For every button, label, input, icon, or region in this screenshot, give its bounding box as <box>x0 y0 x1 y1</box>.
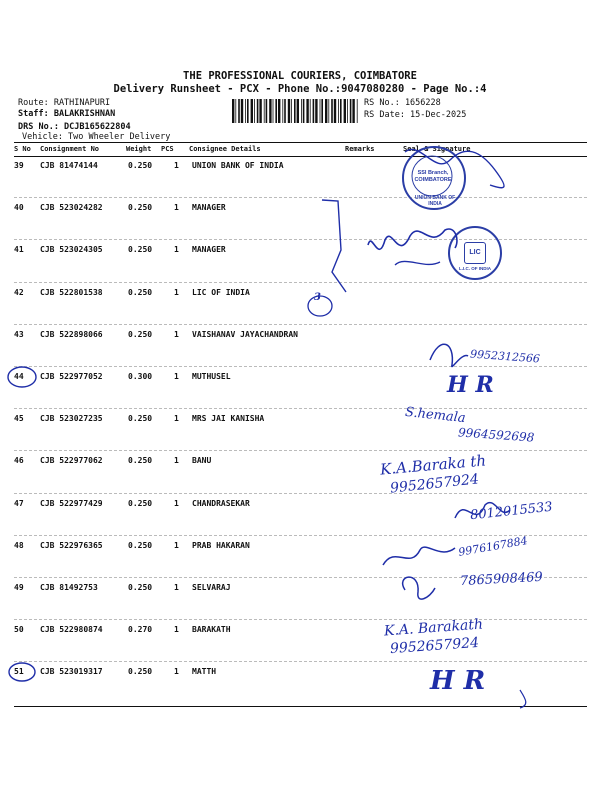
cell-weight: 0.250 <box>128 498 153 508</box>
col-remarks: Remarks <box>345 145 375 153</box>
drs-number: DRS No.: DCJB165622804 <box>18 122 131 132</box>
cell-consignee: BARAKATH <box>192 625 231 635</box>
lic-seal-ring: L.I.C. OF INDIA <box>459 266 491 271</box>
cell-pcs: 1 <box>174 456 179 466</box>
cell-sno: 45 <box>14 414 24 424</box>
hw-initials-row-44: H R <box>447 372 494 398</box>
cell-consignment: CJB 81492753 <box>40 583 98 592</box>
signature-row-49 <box>403 577 435 599</box>
cell-pcs: 1 <box>174 498 179 508</box>
cell-consignee: PRAB HAKARAN <box>192 540 250 550</box>
circled-number-text: 3 <box>314 292 321 303</box>
col-seal-signature: Seal & Signature <box>403 145 471 153</box>
col-sno: S No <box>14 145 31 153</box>
col-pcs: PCS <box>161 145 174 153</box>
cell-weight: 0.250 <box>128 667 153 677</box>
cell-consignee: MUTHUSEL <box>192 372 231 381</box>
hw-phone-row-48: 9976167884 <box>457 534 529 559</box>
union-bank-seal-line2: COIMBATORE <box>414 177 452 183</box>
col-consignment: Consignment No <box>40 145 100 153</box>
cell-weight: 0.270 <box>128 625 153 635</box>
cell-consignment: CJB 522977429 <box>40 498 103 508</box>
cell-weight: 0.250 <box>128 287 153 297</box>
cell-weight: 0.250 <box>128 583 153 592</box>
cell-pcs: 1 <box>174 625 179 635</box>
col-weight: Weight <box>126 145 152 153</box>
cell-weight: 0.250 <box>128 161 153 170</box>
cell-weight: 0.300 <box>128 372 153 381</box>
cell-consignment: CJB 523027235 <box>40 414 103 424</box>
signature-row-39 <box>405 149 504 187</box>
hw-name-row-46: K.A.Baraka th <box>379 451 487 479</box>
circle-row-44 <box>8 367 36 387</box>
cell-consignment: CJB 522976365 <box>40 540 103 550</box>
cell-pcs: 1 <box>174 161 179 170</box>
cell-pcs: 1 <box>174 540 179 550</box>
bracket-mark <box>322 200 346 292</box>
cell-pcs: 1 <box>174 583 179 592</box>
stray-mark-51 <box>520 690 526 708</box>
cell-sno: 46 <box>14 456 24 466</box>
cell-pcs: 1 <box>174 414 179 424</box>
company-title: THE PROFESSIONAL COURIERS, COIMBATORE <box>183 70 417 82</box>
cell-sno: 39 <box>14 161 24 170</box>
hw-phone-row-43: 9952312566 <box>469 347 541 366</box>
hw-phone-row-45: 9964592698 <box>457 425 535 445</box>
cell-pcs: 1 <box>174 329 179 339</box>
cell-consignment: CJB 522898066 <box>40 329 103 339</box>
cell-consignment: CJB 522801538 <box>40 287 103 297</box>
cell-pcs: 1 <box>174 667 179 677</box>
hw-phone-row-50: 9952657924 <box>389 634 480 658</box>
cell-consignee: MATTH <box>192 667 217 677</box>
cell-consignee: MRS JAI KANISHA <box>192 414 265 424</box>
cell-weight: 0.250 <box>128 456 153 466</box>
cell-weight: 0.250 <box>128 329 153 339</box>
circle-row-51 <box>9 663 35 681</box>
cell-consignee: BANU <box>192 456 212 466</box>
cell-consignee: VAISHANAV JAYACHANDRAN <box>192 329 298 339</box>
hw-phone-row-46: 9952657924 <box>389 471 480 497</box>
cell-sno: 40 <box>14 203 24 213</box>
lic-seal-logo: LIC <box>464 242 486 264</box>
cell-sno: 47 <box>14 498 24 508</box>
cell-sno: 42 <box>14 287 24 297</box>
cell-pcs: 1 <box>174 372 179 381</box>
cell-consignee: UNION BANK OF INDIA <box>192 161 284 170</box>
cell-sno: 51 <box>14 667 24 677</box>
signature-row-43 <box>430 344 468 366</box>
cell-consignment: CJB 522977052 <box>40 372 103 381</box>
hw-name-row-50: K.A. Barakath <box>383 616 484 640</box>
staff: Staff: BALAKRISHNAN <box>18 109 116 119</box>
cell-weight: 0.250 <box>128 245 153 255</box>
cell-sno: 41 <box>14 245 24 255</box>
cell-consignment: CJB 523024305 <box>40 245 103 255</box>
cell-consignment: CJB 522980874 <box>40 625 103 635</box>
cell-weight: 0.250 <box>128 540 153 550</box>
cell-pcs: 1 <box>174 203 179 213</box>
cell-sno: 48 <box>14 540 24 550</box>
cell-sno: 50 <box>14 625 24 635</box>
col-consignee: Consignee Details <box>189 145 261 153</box>
union-bank-seal-ring: UNION BANK OF INDIA <box>414 195 456 207</box>
rs-number: RS No.: 1656228 <box>364 98 441 108</box>
hw-initials-row-51: H R <box>430 666 486 696</box>
vehicle: Vehicle: Two Wheeler Delivery <box>22 132 171 142</box>
cell-sno: 43 <box>14 329 24 339</box>
cell-consignment: CJB 523019317 <box>40 667 103 677</box>
hw-phone-row-47: 8012015533 <box>469 499 554 524</box>
signature-row-41b <box>395 261 440 265</box>
cell-consignee: LIC OF INDIA <box>192 287 250 297</box>
cell-consignment: CJB 522977062 <box>40 456 103 466</box>
cell-consignee: MANAGER <box>192 245 226 255</box>
cell-pcs: 1 <box>174 287 179 297</box>
rs-date: RS Date: 15-Dec-2025 <box>364 110 467 120</box>
cell-consignment: CJB 81474144 <box>40 161 98 170</box>
route: Route: RATHINAPURI <box>18 98 111 108</box>
cell-consignee: SELVARAJ <box>192 583 231 592</box>
cell-sno: 44 <box>14 372 24 381</box>
cell-sno: 49 <box>14 583 24 592</box>
signature-row-48 <box>383 547 455 565</box>
hw-name-row-45: S.hemala <box>404 404 467 427</box>
cell-consignee: MANAGER <box>192 203 226 213</box>
hw-phone-row-49: 7865908469 <box>459 569 544 590</box>
cell-weight: 0.250 <box>128 203 153 213</box>
cell-pcs: 1 <box>174 245 179 255</box>
union-bank-seal-line1: SSI Branch, <box>417 170 449 176</box>
signature-row-41 <box>368 229 457 249</box>
cell-consignment: CJB 523024282 <box>40 203 103 213</box>
runsheet-subtitle: Delivery Runsheet - PCX - Phone No.:9047080280 - Page No.:4 <box>113 83 487 95</box>
cell-consignee: CHANDRASEKAR <box>192 498 250 508</box>
cell-weight: 0.250 <box>128 414 153 424</box>
